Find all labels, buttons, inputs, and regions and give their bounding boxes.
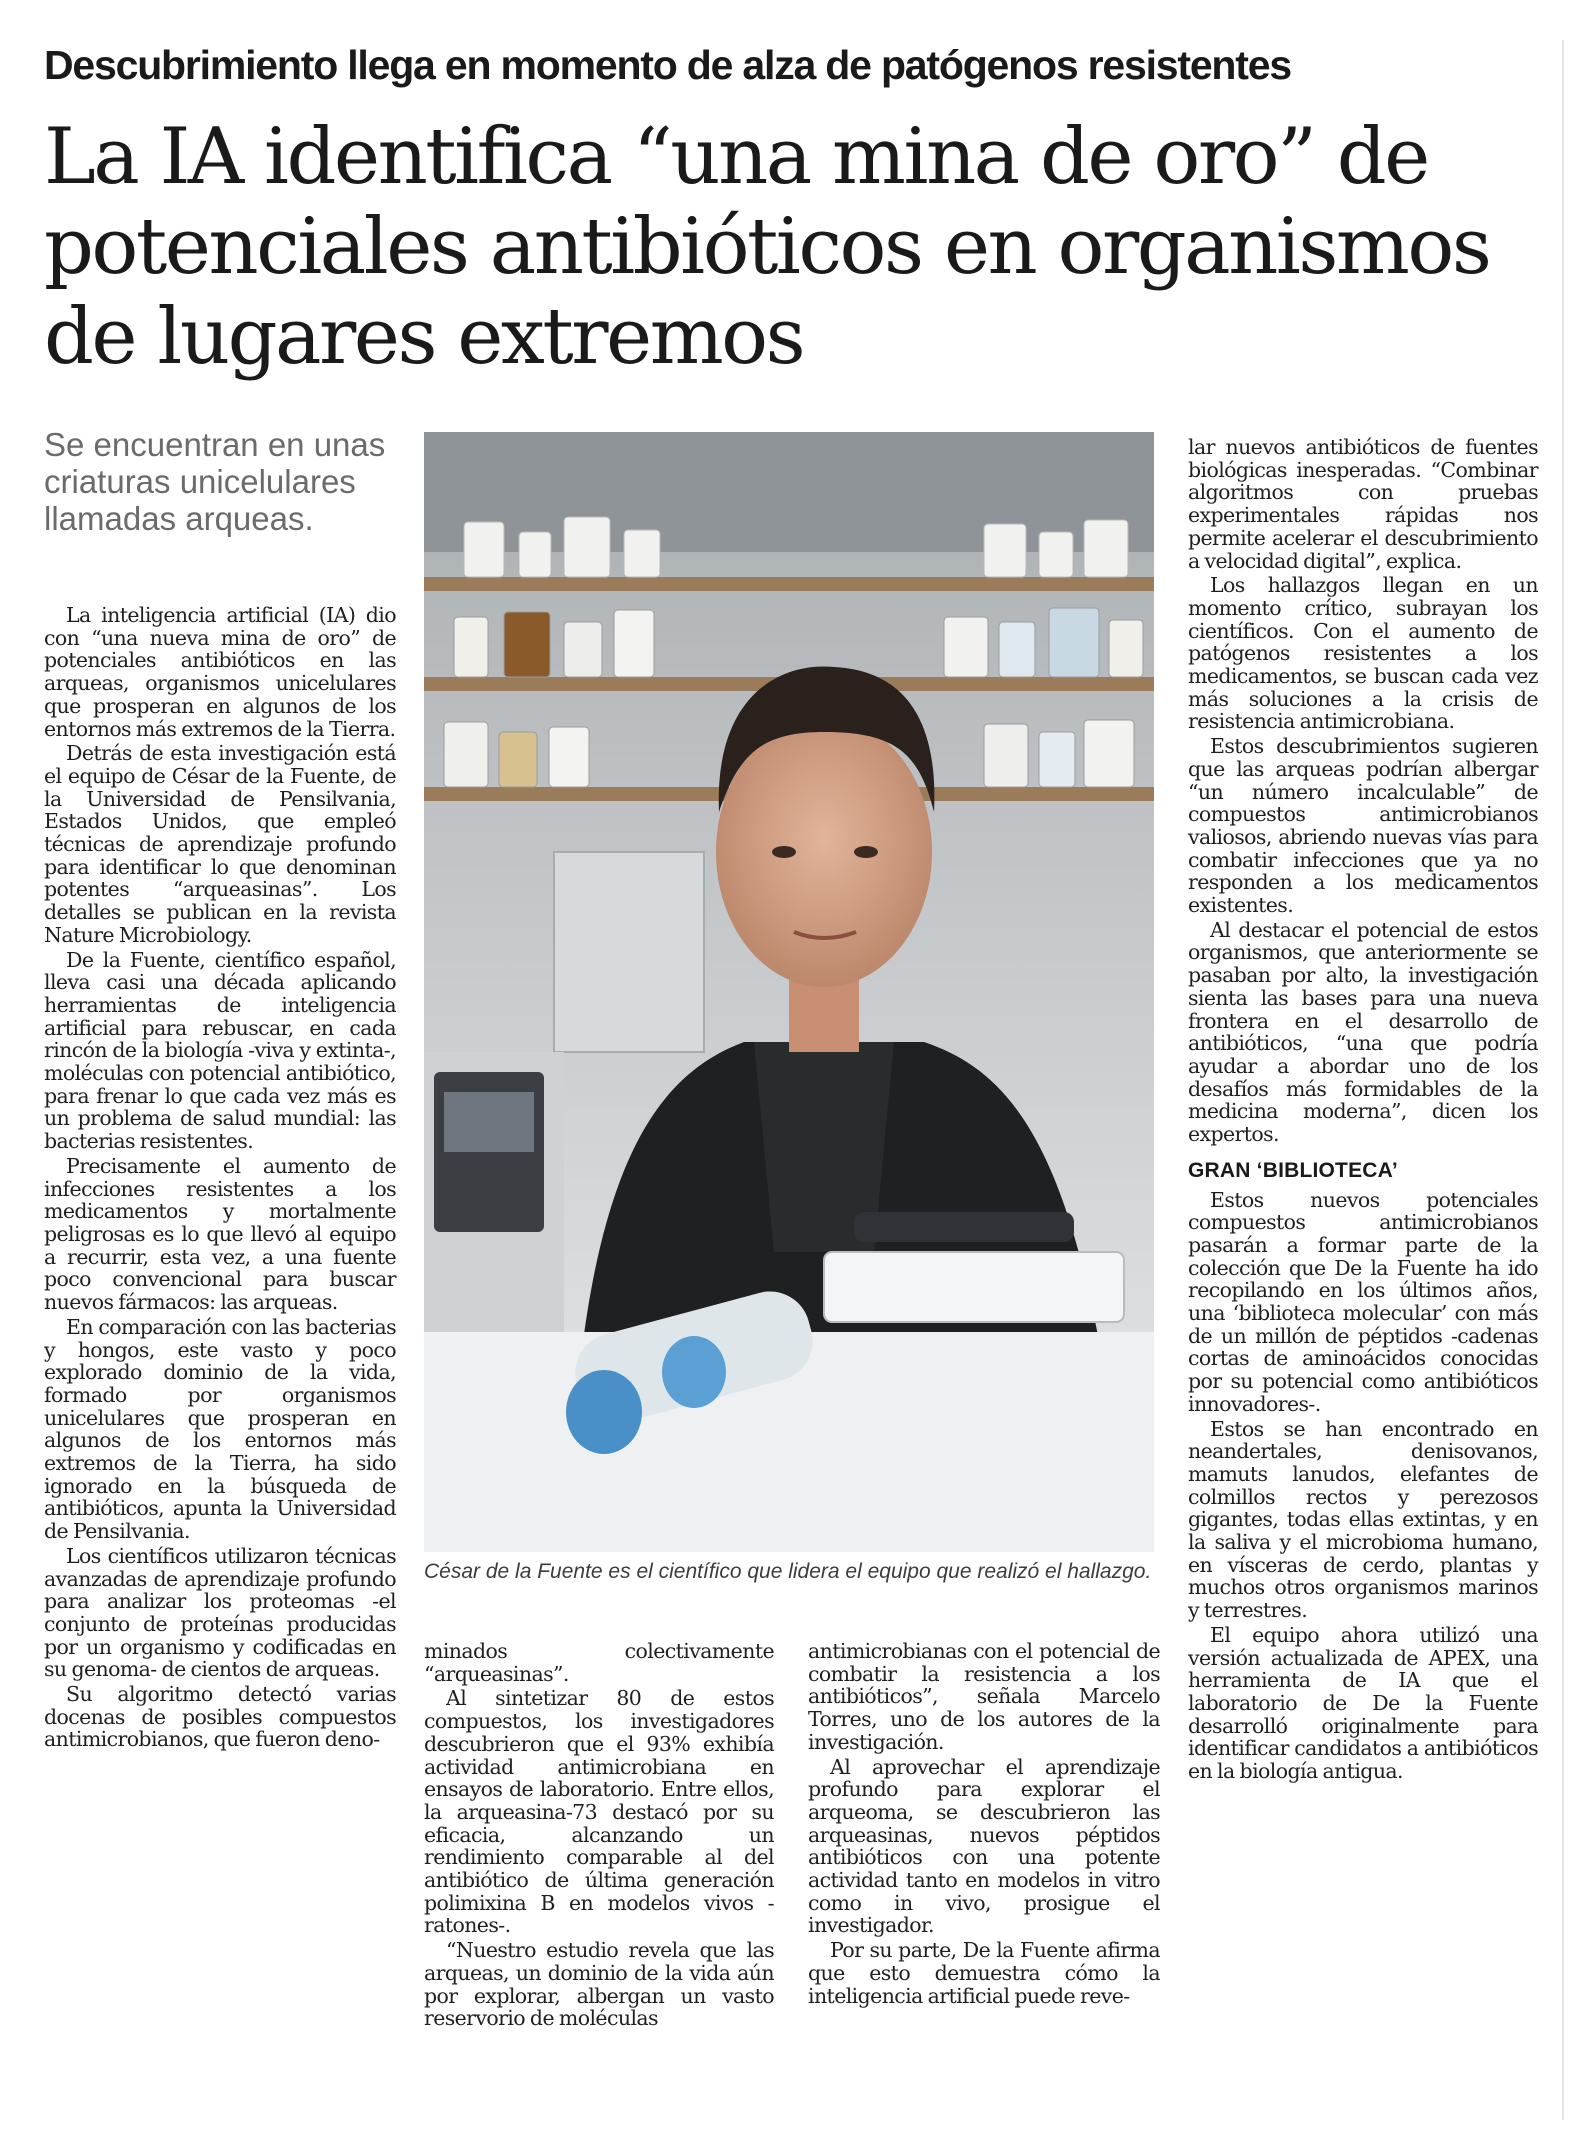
paragraph: Los hallazgos llegan en un momento crítico, subrayan los científicos. Con el aumento de patógenos resistentes a los medicamentos, se buscan cada vez más soluciones a la crisis de resistencia antimicrobiana. <box>1188 573 1538 734</box>
article-column-2 <box>424 1640 774 2032</box>
scientist-lab-photo <box>424 432 1154 1552</box>
headline: La IA identifica “una mina de oro” de potenciales antibióticos en organismos de lugares extremos <box>44 112 1490 382</box>
paragraph: Su algoritmo detectó varias docenas de posibles compuestos antimicrobianos, que fueron deno- <box>44 1682 396 1752</box>
article-column-3 <box>808 1640 1160 2009</box>
paragraph: Estos nuevos potenciales compuestos antimicrobianos pasarán a formar parte de la colección que De la Fuente ha ido recopilando en los últimos años, una ‘biblioteca molecular’ con más de un millón de péptidos -cadenas cortas de aminoácidos conocidas por su potencial como antibióticos innovadores-. <box>1188 1187 1538 1416</box>
paragraph: En comparación con las bacterias y hongos, este vasto y poco explorado dominio de la vida, formado por organismos unicelulares que prosperan en algunos de los entornos más extremos de la Tierra, ha sido ignorado en la búsqueda de antibióticos, apunta la Universidad de Pensilvania. <box>44 1314 396 1544</box>
article-column-4 <box>1188 436 1538 1785</box>
subhead: Se encuentran en unas criaturas unicelulares llamadas arqueas. <box>44 426 386 537</box>
paragraph: Al destacar el potencial de estos organismos, que anteriormente se pasaban por alto, la investigación sienta las bases para una nueva frontera en el desarrollo de antibióticos, “una que podría ayudar a abordar uno de los desafíos más formidables de la medicina moderna”, dicen los expertos. <box>1188 917 1538 1147</box>
kicker: Descubrimiento llega en momento de alza de patógenos resistentes <box>44 42 1291 88</box>
paragraph: “Nuestro estudio revela que las arqueas, un dominio de la vida aún por explorar, albergan un vasto reservorio de moléculas <box>424 1938 774 2031</box>
paragraph: De la Fuente, científico español, lleva casi una década aplicando herramientas de inteligencia artificial para rebuscar, en cada rincón de la biología -viva y extinta-, moléculas con potencial antibiótico, para frenar lo que cada vez más es un problema de salud mundial: las bacterias resistentes. <box>44 947 396 1154</box>
paragraph: minados colectivamente “arqueasinas”. <box>424 1639 774 1686</box>
paragraph: antimicrobianas con el potencial de combatir la resistencia a los antibióticos”, señala Marcelo Torres, uno de los autores de la investigación. <box>808 1639 1160 1754</box>
paragraph: Estos se han encontrado en neandertales, denisovanos, mamuts lanudos, elefantes de colmillos rectos y perezosos gigantes, todas ellas extintas, y en la saliva y el microbioma humano, en vísceras de cerdo, plantas y muchos otros organismos marinos y terrestres. <box>1188 1416 1538 1623</box>
article-column-1 <box>44 604 396 1753</box>
photo-caption: César de la Fuente es el científico que lidera el equipo que realizó el hallazgo. <box>424 1560 1152 1583</box>
paragraph: La inteligencia artificial (IA) dio con “una nueva mina de oro” de potenciales antibióticos en las arqueas, organismos unicelulares que prosperan en algunos de los entornos más extremos de la Tierra. <box>44 603 396 741</box>
paragraph: El equipo ahora utilizó una versión actualizada de APEX, una herramienta de IA que el laboratorio de De la Fuente desarrolló originalmente para identificar candidatos a antibióticos en la biología antigua. <box>1188 1622 1538 1784</box>
paragraph: Estos descubrimientos sugieren que las arqueas podrían albergar “un número incalculable” de compuestos antimicrobianos valiosos, abriendo nuevas vías para combatir infecciones que ya no responden a los medicamentos existentes. <box>1188 734 1538 918</box>
page-edge-rule <box>1562 40 1564 2120</box>
paragraph: lar nuevos antibióticos de fuentes biológicas inesperadas. “Combinar algoritmos con pruebas experimentales rápidas nos permite acelerar el descubrimiento a velocidad digital”, explica. <box>1188 435 1538 573</box>
photo-illustration <box>424 432 1154 1552</box>
paragraph: Al aprovechar el aprendizaje profundo para explorar el arqueoma, se descubrieron las arqueasinas, nuevos péptidos antibióticos con una potente actividad tanto en modelos in vitro como in vivo, prosigue el investigador. <box>808 1754 1160 1938</box>
paragraph: Los científicos utilizaron técnicas avanzadas de aprendizaje profundo para analizar los proteomas -el conjunto de proteínas producidas por un organismo y codificadas en su genoma- de cientos de arqueas. <box>44 1543 396 1682</box>
paragraph: Por su parte, De la Fuente afirma que esto demuestra cómo la inteligencia artificial puede reve- <box>808 1938 1160 2008</box>
paragraph: Detrás de esta investigación está el equipo de César de la Fuente, de la Universidad de Pensilvania, Estados Unidos, que empleó técnicas de aprendizaje profundo para identificar lo que denominan potentes “arqueasinas”. Los detalles se publican en la revista Nature Microbiology. <box>44 741 396 947</box>
paragraph: Al sintetizar 80 de estos compuestos, los investigadores descubrieron que el 93% exhibía actividad antimicrobiana en ensayos de laboratorio. Entre ellos, la arqueasina-73 destacó por su eficacia, alcanzando un rendimiento comparable al del antibiótico de última generación polimixina B en modelos vivos -ratones-. <box>424 1686 774 1938</box>
section-heading: GRAN ‘BIBLIOTECA’ <box>1188 1158 1398 1182</box>
paragraph: Precisamente el aumento de infecciones resistentes a los medicamentos y mortalmente peligrosas es lo que llevó al equipo a recurrir, esta vez, a una fuente poco convencional para buscar nuevos fármacos: las arqueas. <box>44 1153 396 1315</box>
